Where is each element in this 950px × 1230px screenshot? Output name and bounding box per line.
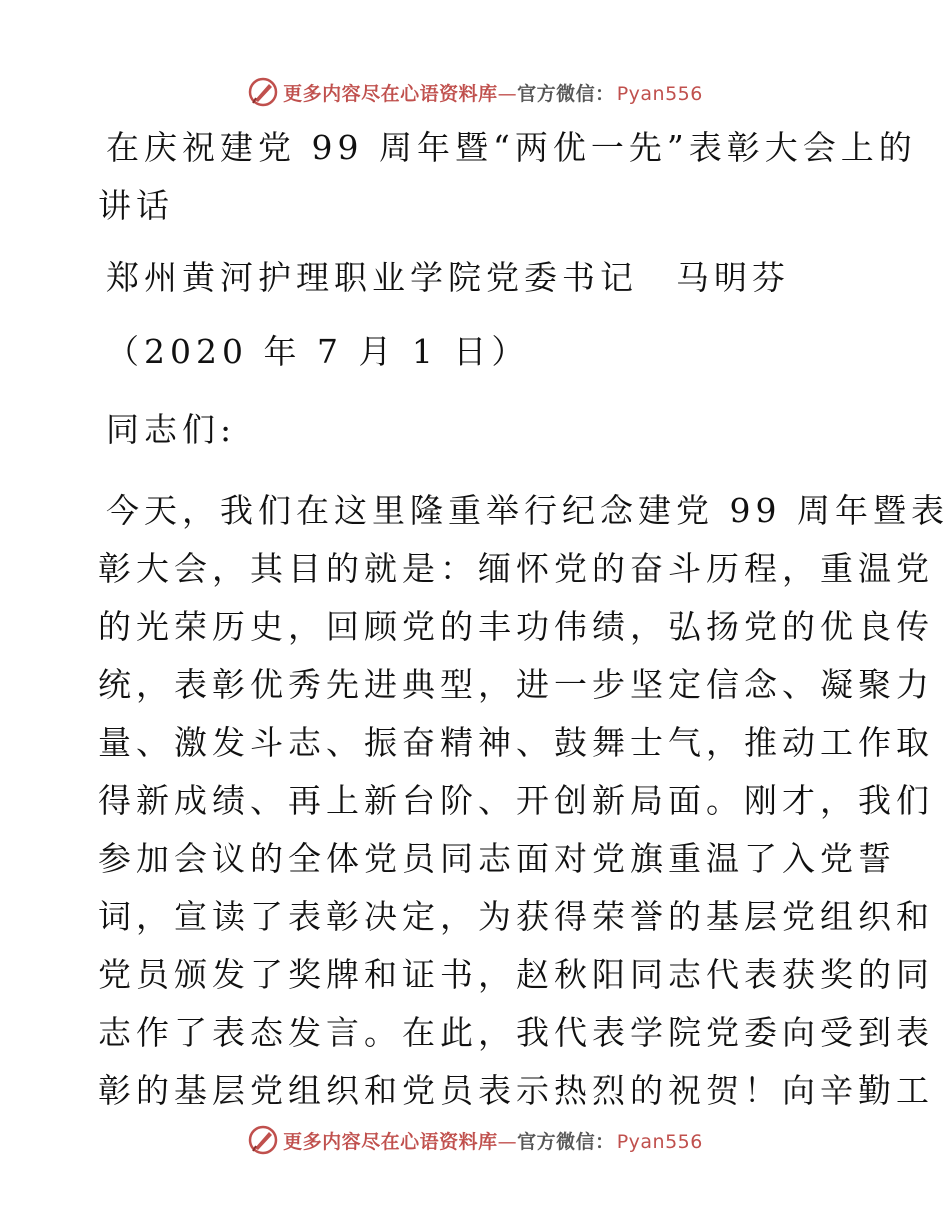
banner-promo-text: 更多内容尽在心语资料库 [283,1130,498,1153]
banner-official-label: 官方微信： [517,1130,615,1153]
document-title-line-1: 在庆祝建党 99 周年暨“两优一先”表彰大会上的 [106,128,917,167]
banner-account: Pyan556 [616,82,703,105]
banner-promo-text: 更多内容尽在心语资料库 [283,82,498,105]
document-date: （2020 年 7 月 1 日） [106,332,530,371]
body-line: 党员颁发了奖牌和证书，赵秋阳同志代表获奖的同 [98,955,934,994]
body-line: 彰大会，其目的就是：缅怀党的奋斗历程，重温党 [98,549,934,588]
body-line: 量、激发斗志、振奋精神、鼓舞士气，推动工作取 [98,723,934,762]
banner-official-label: 官方微信： [517,82,615,105]
body-line: 今天，我们在这里隆重举行纪念建党 99 周年暨表 [106,491,949,530]
document-title-line-2: 讲话 [98,186,174,225]
body-line: 彰的基层党组织和党员表示热烈的祝贺！向辛勤工 [98,1071,934,1110]
quill-logo-icon [247,76,279,108]
body-line: 得新成绩、再上新台阶、开创新局面。刚才，我们 [98,781,934,820]
body-line: 的光荣历史，回顾党的丰功伟绩，弘扬党的优良传 [98,607,934,646]
footer-banner [0,1120,950,1160]
document-author: 郑州黄河护理职业学院党委书记 马明芬 [106,258,790,297]
body-line: 词，宣读了表彰决定，为获得荣誉的基层党组织和 [98,897,934,936]
body-line: 参加会议的全体党员同志面对党旗重温了入党誓 [98,839,896,878]
banner-account: Pyan556 [616,1130,703,1153]
body-line: 志作了表态发言。在此，我代表学院党委向受到表 [98,1013,934,1052]
document-greeting: 同志们: [106,410,237,449]
body-line: 统，表彰优秀先进典型，进一步坚定信念、凝聚力 [98,665,934,704]
header-banner [0,72,950,112]
quill-logo-icon [247,1124,279,1156]
document-body [98,482,949,1120]
banner-separator: — [497,1130,518,1153]
banner-separator: — [497,82,518,105]
